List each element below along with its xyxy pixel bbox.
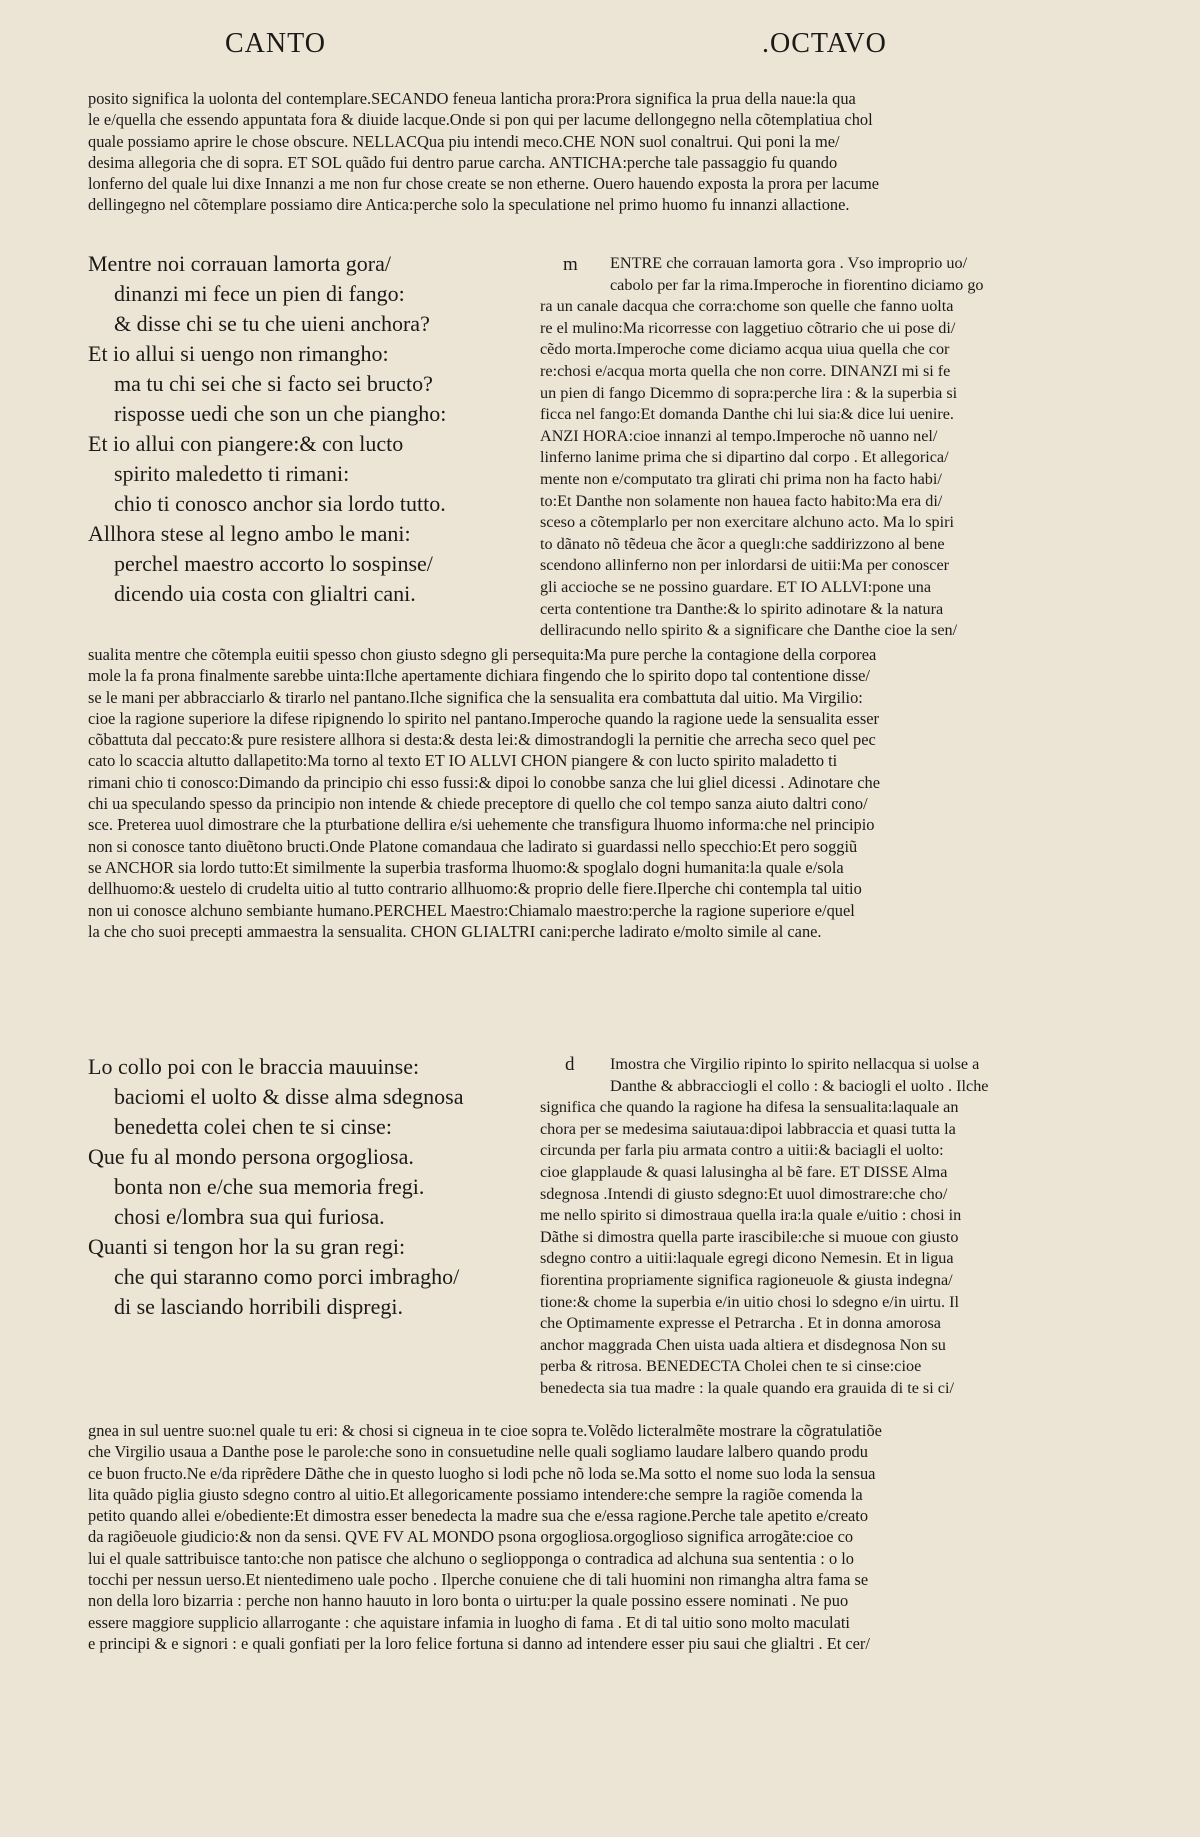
text-line: delliracundo nello spirito & a significare che Danthe cioe la sen/ (540, 621, 958, 640)
text-line: e principi & e signori : e quali gonfiati per la loro felice fortuna si danno ad intendere esser piu saui che glialtri . Et cer/ (88, 1633, 870, 1653)
verse-line: spirito maledetto ti rimani: (114, 461, 350, 486)
verse-line: bonta non e/che sua memoria fregi. (114, 1174, 425, 1199)
text-line: se le mani per abbracciarlo & tirarlo nel pantano.Ilche significa che la sensualita era combattuta dal uitio. Ma Virgilio: (88, 687, 863, 707)
text-line: Imostra che Virgilio ripinto lo spirito nellacqua si uolse a (610, 1055, 980, 1073)
middle-commentary (88, 644, 1118, 942)
text-line: se ANCHOR sia lordo tutto:Et similmente la superbia trasforma lhuomo:& spoglalo dogni humanita:la quale e/sola (88, 857, 844, 877)
text-line: quale possiamo aprire le chose obscure. NELLACQua piu intendi meco.CHE NON suol conaltrui. Qui poni la me/ (88, 131, 840, 151)
text-line: circunda per farla piu armata contro a uitii:& baciagli el uolto: (540, 1141, 944, 1160)
verse-line: risposse uedi che son un che piangho: (114, 401, 447, 426)
verse-line: baciomi el uolto & disse alma sdegnosa (114, 1084, 464, 1109)
text-line: fiorentina propriamente significa ragioneuole & giusta indegna/ (540, 1270, 953, 1289)
verse-block-1 (88, 249, 538, 609)
text-line: sceso a cõtemplarlo per non exercitare alchuno acto. Ma lo spiri (540, 513, 954, 532)
text-line: lita quãdo piglia giusto sdegno contro al uitio.Et allegoricamente possiamo intendere:che sempre la ragiõe comenda la (88, 1484, 863, 1504)
text-line: posito significa la uolonta del contemplare.SECANDO feneua lanticha prora:Prora significa la prua della naue:la qua (88, 89, 856, 108)
text-line: ENTRE che corrauan lamorta gora . Vso improprio uo/ (610, 254, 968, 272)
commentary-column-2 (540, 1054, 1118, 1400)
text-line: le e/quella che essendo appuntata fora & diuide lacque.Onde si pon qui per lacume dellongegno nella cõtemplatiua chol (88, 110, 873, 130)
running-header-right: .OCTAVO (762, 28, 887, 59)
initial-placeholder-m: m (563, 254, 578, 275)
text-line: to dãnato nõ tẽdeua che ãcor a queglı:che saddirizzono al bene (540, 534, 945, 553)
text-line: to:Et Danthe non solamente non hauea facto habito:Ma era di/ (540, 491, 943, 510)
text-line: dellhuomo:& uestelo di crudelta uitio al tutto contrario allhuomo:& proprio delle fiere.Ilperche chi contempla tal uitio (88, 879, 862, 899)
text-line: desima allegoria che di sopra. ET SOL quãdo fui dentro parue carcha. ANTICHA:perche tale passaggio fu quando (88, 152, 838, 172)
text-line: chora per se medesima saiutaua:dipoi labbraccia et quasi tutta la (540, 1119, 956, 1138)
text-line: cato lo scaccia altutto dallapetito:Ma torno al texto ET IO ALLVI CHON piangere & con lucto spirito maladetto ti (88, 751, 838, 771)
text-line: ce buon fructo.Ne e/da riprẽdere Dãthe che in questo luogho si lodi pche nõ loda se.Ma sotto el nome suo loda la sensua (88, 1463, 876, 1483)
verse-line: che qui staranno como porci imbragho/ (114, 1264, 460, 1289)
text-line: tocchi per nessun uerso.Et nientedimeno uale pocho . Ilperche conuiene che di tali huomini non rimangha altra fama se (88, 1570, 869, 1590)
verse-line: ma tu chi sei che si facto sei bructo? (114, 371, 433, 396)
verse-line: di se lasciando horribili dispregi. (114, 1294, 403, 1319)
text-line: cõbattuta dal peccato:& pure resistere allhora si desta:& desta lei:& dimostrandogli la pernitie che arrecha seco quel pec (88, 730, 876, 750)
text-line: sdegnosa .Intendi di giusto sdegno:Et uuol dimostrare:che cho/ (540, 1184, 948, 1203)
text-line: anchor maggrada Chen uista uada altiera et disdegnosa Non su (540, 1335, 946, 1354)
bottom-commentary (88, 1420, 1118, 1654)
commentary-column-1 (540, 253, 1118, 642)
text-line: linferno lanime prima che si dipartino dal corpo . Et allegorica/ (540, 448, 949, 467)
verse-block-2 (88, 1052, 538, 1322)
text-line: che Optimamente expresse el Petrarcha . Et in donna amorosa (540, 1314, 941, 1333)
verse-line: Que fu al mondo persona orgogliosa. (88, 1144, 414, 1169)
text-line: rimani chio ti conosco:Dimando da principio chi esso fussi:& dipoi lo conobbe sanza che lui gliel dicessi . Adinotare che (88, 772, 881, 792)
text-line: sce. Preterea uuol dimostrare che la pturbatione dellira e/si uehemente che transfigura lhuomo informa:che nel principio (88, 815, 875, 835)
text-line: non della loro bizarria : perche non hanno hauuto in loro bonta o uirtu:per la quale possino essere nominati . Ne puo (88, 1591, 849, 1611)
verse-line: chosi e/lombra sua qui furiosa. (114, 1204, 385, 1229)
running-header-left: CANTO (225, 28, 326, 59)
verse-line: Lo collo poi con le braccia mauuinse: (88, 1054, 420, 1079)
initial-placeholder-d: d (565, 1054, 575, 1075)
text-line: cabolo per far la rima.Imperoche in fiorentino diciamo go (610, 275, 984, 294)
text-line: tione:& chome la superbia e/in uitio chosi lo sdegno e/in uirtu. Il (540, 1292, 959, 1311)
text-line: Danthe & abbracciogli el collo : & baciogli el uolto . Ilche (610, 1076, 989, 1095)
text-line: da ragiõeuole giudicio:& non da sensi. QVE FV AL MONDO psona orgogliosa.orgoglioso significa arrogãte:cioe co (88, 1527, 854, 1547)
text-line: lonferno del quale lui dixe Innanzi a me non fur chose create se non etherne. Ouero hauendo exposta la prora per lacume (88, 174, 879, 194)
text-line: Dãthe si dimostra quella parte irascibile:che si muoue con giusto (540, 1227, 959, 1246)
text-line: essere maggiore supplicio allarrogante : che aquistare infamia in luogho di fama . Et di tal uitio sono molto maculati (88, 1612, 850, 1632)
text-line: non si conosce tanto diuẽtono bructi.Onde Platone comandaua che ladirato si guardassi nello specchio:Et pero soggiũ (88, 836, 858, 856)
intro-commentary (88, 88, 1118, 216)
text-line: gli accioche se ne possino guardare. ET IO ALLVI:pone una (540, 577, 932, 596)
text-line: cioe la ragione superiore la difese ripignendo lo spirito nel pantano.Imperoche quando la ragione uede la sensualita esser (88, 708, 880, 728)
text-line: gnea in sul uentre suo:nel quale tu eri: & chosi si cigneua in te cioe sopra te.Volẽdo licteralmẽte mostrare la cõgratulatiõe (88, 1421, 882, 1440)
text-line: scendono allinferno non per inlordarsi de uitii:Ma per conoscer (540, 556, 950, 575)
verse-line: dinanzi mi fece un pien di fango: (114, 281, 405, 306)
verse-line: Quanti si tengon hor la su gran regi: (88, 1234, 406, 1259)
text-line: che Virgilio usaua a Danthe pose le parole:che sono in consuetudine nelle quali sogliamo laudare lalbero quando produ (88, 1442, 868, 1462)
verse-line: benedetta colei chen te si cinse: (114, 1114, 392, 1139)
verse-line: dicendo uia costa con glialtri cani. (114, 581, 416, 606)
verse-line: Et io allui si uengo non rimangho: (88, 341, 389, 366)
text-line: sualita mentre che cõtempla euitii spesso chon giusto sdegno gli persequita:Ma pure perche la contagione della corporea (88, 645, 877, 664)
text-line: mente non e/computato tra glirati chi prima non ha facto habi/ (540, 469, 942, 488)
text-line: benedecta sia tua madre : la quale quando era grauida di te si ci/ (540, 1378, 954, 1397)
text-line: la che cho suoi precepti ammaestra la sensualita. CHON GLIALTRI cani:perche ladirato e/molto simile al cane. (88, 921, 822, 941)
text-line: cẽdo morta.Imperoche come diciamo acqua uiua quella che cor (540, 340, 950, 359)
verse-line: Et io allui con piangere:& con lucto (88, 431, 404, 456)
verse-line: & disse chi se tu che uieni anchora? (114, 311, 430, 336)
text-line: ANZI HORA:cioe innanzi al tempo.Imperoche nõ uanno nel/ (540, 426, 938, 445)
text-line: cioe glapplaude & quasi lalusingha al bẽ fare. ET DISSE Alma (540, 1162, 948, 1181)
text-line: me nello spirito si dimostraua quella ira:la quale e/uitio : chosi in (540, 1206, 962, 1225)
text-line: non ui conosce alchuno sembiante humano.PERCHEL Maestro:Chiamalo maestro:perche la ragione superiore e/quel (88, 900, 855, 920)
text-line: significa che quando la ragione ha difesa la sensualita:laquale an (540, 1098, 959, 1117)
text-line: re:chosi e/acqua morta quella che non corre. DINANZI mi si fe (540, 361, 951, 380)
text-line: perba & ritrosa. BENEDECTA Cholei chen te si cinse:cioe (540, 1357, 922, 1376)
verse-line: Allhora stese al legno ambo le mani: (88, 521, 411, 546)
text-line: dellingegno nel cõtemplare possiamo dire Antica:perche solo la speculatione nel primo huomo fu innanzi allactione. (88, 195, 850, 215)
text-line: lui el quale sattribuisce tanto:che non patisce che alchuno o segliopponga o contradica ad alchuna sua sententia : o lo (88, 1548, 855, 1568)
text-line: un pien di fango Dicemmo di sopra:perche lira : & la superbia si (540, 383, 958, 402)
text-line: mole la fa prona finalmente sarebbe uinta:Ilche apertamente dichiara fingendo che lo spirito dopo tal contentione disse/ (88, 666, 870, 686)
text-line: chi ua speculando spesso da principio non intende & chiede preceptore di quello che col tempo sanza aiuto daltri cono/ (88, 794, 868, 814)
text-line: ficca nel fango:Et domanda Danthe chi lui sia:& dice lui uenire. (540, 405, 954, 424)
text-line: certa contentione tra Danthe:& lo spirito adinotare & la natura (540, 599, 944, 618)
text-line: petito quando allei e/obediente:Et dimostra esser benedecta la madre sua che e/essa ragione.Perche tale apetito e/creato (88, 1506, 869, 1526)
text-line: re el mulino:Ma ricorresse con laggetiuo cõtrario che ui pose di/ (540, 318, 956, 337)
text-line: ra un canale dacqua che corra:chome son quelle che fanno uolta (540, 297, 954, 316)
verse-line: Mentre noi corrauan lamorta gora/ (88, 251, 391, 276)
verse-line: perchel maestro accorto lo sospinse/ (114, 551, 433, 576)
verse-line: chio ti conosco anchor sia lordo tutto. (114, 491, 446, 516)
text-line: sdegno contro a uitii:laquale egregi dicono Nemesin. Et in ligua (540, 1249, 954, 1268)
